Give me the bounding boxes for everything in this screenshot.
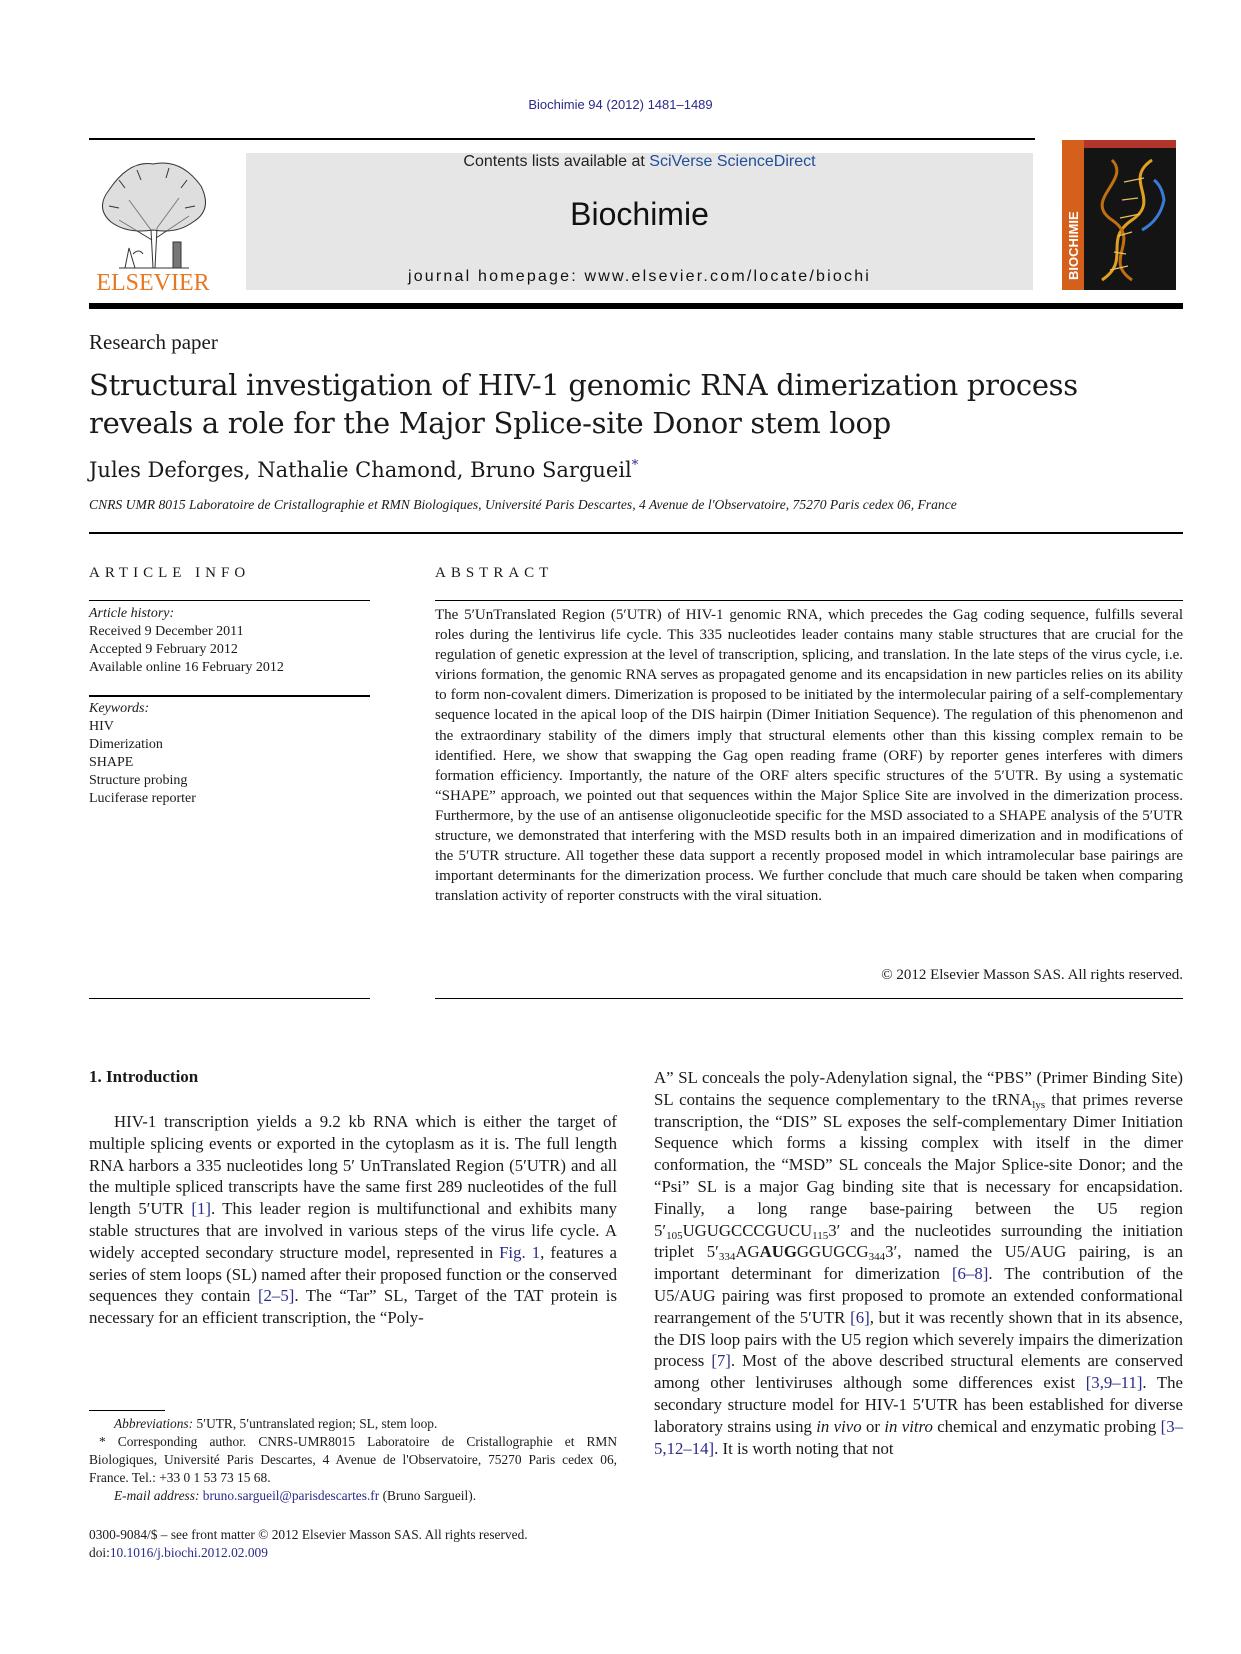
keywords-label: Keywords: <box>89 701 150 716</box>
rna-sequence: UGUGCCCGUCU <box>682 1220 813 1240</box>
keywords-rule <box>89 695 370 697</box>
body-text: or <box>861 1416 885 1436</box>
authors-names: Jules Deforges, Nathalie Chamond, Bruno Sargueil <box>89 458 632 482</box>
body-text: . The “Tar” SL, Target of the TAT protein is necessary for an efficient transcription, the “Poly- <box>89 1286 617 1328</box>
intro-paragraph-continued <box>654 1067 1183 1459</box>
body-text: . It is worth noting that not <box>714 1438 894 1458</box>
email-footnote <box>89 1487 617 1505</box>
abbreviations-footnote <box>89 1415 617 1433</box>
abstract-copyright: © 2012 Elsevier Masson SAS. All rights reserved. <box>881 967 1183 983</box>
body-text: that primes reverse transcription, the “DIS” SL exposes the self-complementary Dimer Initiation Sequence which forms a kissing complex with itself in the dimer conformation, the “MSD” SL conceals the Major Splice-site Donor; and the “Psi” SL is a major Gag binding site that is necessary for encapsidation. Finally, a long range base-pairing between the U5 region 5′ <box>654 1089 1183 1240</box>
section-heading-introduction: 1. Introduction <box>89 1067 199 1086</box>
article-history <box>89 605 284 677</box>
history-label: Article history: <box>89 606 175 621</box>
keywords <box>89 700 196 808</box>
sciencedirect-link[interactable]: SciVerse ScienceDirect <box>649 153 816 170</box>
front-matter <box>89 1526 689 1562</box>
journal-citation[interactable]: Biochimie 94 (2012) 1481–1489 <box>528 97 713 112</box>
accepted-date: Accepted 9 February 2012 <box>89 642 238 657</box>
header-rule <box>89 138 1035 140</box>
reference-link[interactable]: [3,9–11] <box>1085 1373 1143 1393</box>
footnote-rule <box>89 1410 165 1411</box>
italic-term: in vitro <box>884 1416 933 1436</box>
article-info-bottom-rule <box>89 998 370 999</box>
article-title: Structural investigation of HIV-1 genomic RNA dimerization process reveals a role for the Major Splice-site Donor stem loop <box>89 368 1078 440</box>
article-type: Research paper <box>89 330 218 354</box>
body-text: , features a series of stem loops (SL) named after their proposed function or the conserved sequences they contain <box>89 1242 618 1306</box>
subscript: 105 <box>666 1229 683 1242</box>
article-info-heading: ARTICLE INFO <box>89 565 251 581</box>
subscript: lys <box>1032 1098 1046 1111</box>
doi-link[interactable]: 10.1016/j.biochi.2012.02.009 <box>109 1545 268 1560</box>
body-column-right <box>654 1067 1183 1459</box>
body-text: . The contribution of the U5/AUG pairing was first proposed to promote an extended conformational rearrangement of the 5′UTR <box>654 1264 1183 1327</box>
body-column-left <box>89 1111 617 1329</box>
reference-link[interactable]: [6] <box>850 1307 870 1327</box>
subscript: 334 <box>718 1251 736 1264</box>
footnotes <box>89 1415 617 1505</box>
body-text: , but it was recently shown that in its absence, the DIS loop pairs with the U5 region which severely impairs the dimerization process <box>654 1307 1184 1371</box>
abbreviations-label: Abbreviations: <box>114 1416 194 1431</box>
abstract-bottom-rule <box>435 998 1183 999</box>
reference-link[interactable]: [7] <box>711 1351 731 1371</box>
body-text: 3′ and the nucleotides surrounding the initiation triplet 5′ <box>654 1220 1183 1262</box>
body-text: A” SL conceals the poly-Adenylation signal, the “PBS” (Primer Binding Site) SL contains the sequence complementary to the tRNA <box>654 1068 1183 1109</box>
reference-link[interactable]: [2–5] <box>257 1286 295 1306</box>
svg-text:BIOCHIMIE: BIOCHIMIE <box>1066 211 1081 280</box>
journal-name: Biochimie <box>570 196 709 232</box>
keyword: Luciferase reporter <box>89 791 196 806</box>
svg-text:ELSEVIER: ELSEVIER <box>96 270 210 296</box>
keyword: Dimerization <box>89 737 163 752</box>
corresponding-author-footnote: * Corresponding author. CNRS-UMR8015 Laboratoire de Cristallographie et RMN Biologiques, Université Paris Descartes, 4 Avenue de l'Observatoire, 75270 Paris cedex 06, France. Tel.: +33 0 1 53 73 15 68. <box>89 1434 617 1485</box>
abbreviations-text: 5′UTR, 5′untranslated region; SL, stem loop. <box>193 1416 438 1431</box>
contents-line <box>246 153 1033 171</box>
abstract-text: The 5′UnTranslated Region (5′UTR) of HIV-1 genomic RNA, which precedes the Gag coding sequence, fulfills several roles during the lentivirus life cycle. This 335 nucleotides leader contains many stable structures that are crucial for the regulation of genetic expression at the level of transcription, splicing, and translation. In the late steps of the virus cycle, i.e. virions formation, the genomic RNA serves as propagated genome and its encapsidation in new particles relies on its ability to form non-covalent dimers. Dimerization is proposed to be initiated by the intermolecular pairing of a self-complementary sequence located in the apical loop of the DIS hairpin (Dimer Initiation Sequence). The regulation of this phenomenon and the extraordinary stability of the dimers imply that structural elements other than this kissing complex remain to be identified. Here, we show that swapping the Gag open reading frame (ORF) by reporter genes interferes with dimers formation efficiency. Importantly, the nature of the ORF alters specific structures of the 5′UTR. By using a systematic “SHAPE” approach, we pointed out that sequences within the Major Splice Site are involved in the dimerization process. Furthermore, by the use of an antisense oligonucleotide specific for the MSD associated to a SHAPE analysis of the 5′UTR structure, we demonstrated that interfering with the MSD results both in an impaired dimerization and in modifications of the 5′UTR structure. All together these data support a recently proposed model in which intramolecular base pairings are important determinants for the dimerization process. We further conclude that much care should be taken when comparing translation activity of reporter constructs with the viral situation. <box>435 607 1183 905</box>
online-date: Available online 16 February 2012 <box>89 660 284 675</box>
corresponding-author-mark[interactable]: * <box>631 458 639 473</box>
email-link[interactable]: bruno.sargueil@parisdescartes.fr <box>202 1488 380 1503</box>
issn-line: 0300-9084/$ – see front matter © 2012 Elsevier Masson SAS. All rights reserved. <box>89 1527 528 1542</box>
body-text: . This leader region is multifunctional and exhibits many stable structures that are involved in various steps of the virus life cycle. A widely accepted secondary structure model, represented in <box>89 1199 617 1262</box>
body-text: chemical and enzymatic probing <box>932 1416 1161 1436</box>
header-thick-rule <box>89 303 1183 309</box>
journal-homepage[interactable]: journal homepage: www.elsevier.com/locate/biochi <box>407 268 872 285</box>
doi-prefix: doi: <box>89 1545 110 1560</box>
subscript: 115 <box>812 1229 829 1242</box>
received-date: Received 9 December 2011 <box>89 624 244 639</box>
keyword: SHAPE <box>89 755 134 770</box>
reference-link[interactable]: [6–8] <box>951 1264 989 1284</box>
subscript: 344 <box>868 1251 886 1264</box>
doi-line <box>89 1544 689 1562</box>
email-owner: (Bruno Sargueil). <box>379 1488 477 1503</box>
contents-prefix: Contents lists available at <box>463 153 650 170</box>
abstract-heading: ABSTRACT <box>435 565 554 581</box>
figure-link[interactable]: Fig. 1 <box>499 1242 541 1262</box>
journal-cover-image[interactable] <box>1062 140 1176 290</box>
affiliation: CNRS UMR 8015 Laboratoire de Cristallographie et RMN Biologiques, Université Paris Descartes, 4 Avenue de l'Observatoire, 75270 Paris cedex 06, France <box>89 497 957 512</box>
abstract-rule <box>435 600 1183 601</box>
body-text: 3′, named the U5/AUG pairing, is an important determinant for dimerization <box>654 1242 1184 1284</box>
reference-link[interactable]: [1] <box>191 1199 211 1219</box>
affiliation-rule <box>89 532 1183 534</box>
elsevier-logo[interactable] <box>89 150 217 298</box>
rna-sequence: AG <box>735 1242 760 1262</box>
author-list <box>89 458 638 482</box>
reference-link[interactable]: [3–5,12–14] <box>654 1416 1183 1458</box>
keyword: HIV <box>89 719 114 734</box>
article-info-rule <box>89 600 370 601</box>
email-label: E-mail address: <box>114 1488 200 1503</box>
rna-sequence: GGUGCG <box>796 1242 869 1262</box>
body-text: . The secondary structure model for HIV-1 5′UTR has been established for diverse laboratory strains using <box>654 1373 1183 1436</box>
body-text: . Most of the above described structural elements are conserved among other lentiviruses although some differences exist <box>654 1351 1183 1393</box>
italic-term: in vivo <box>816 1416 862 1436</box>
start-codon: AUG <box>759 1242 797 1262</box>
intro-paragraph <box>89 1111 617 1329</box>
keyword: Structure probing <box>89 773 188 788</box>
body-text: HIV-1 transcription yields a 9.2 kb RNA which is either the target of multiple splicing events or exported in the cytoplasm as it is. The full length RNA harbors a 335 nucleotides long 5′ UnTranslated Region (5′UTR) and all the multiple spliced transcripts have the same first 289 nucleotides of the full length 5′UTR <box>89 1112 617 1219</box>
